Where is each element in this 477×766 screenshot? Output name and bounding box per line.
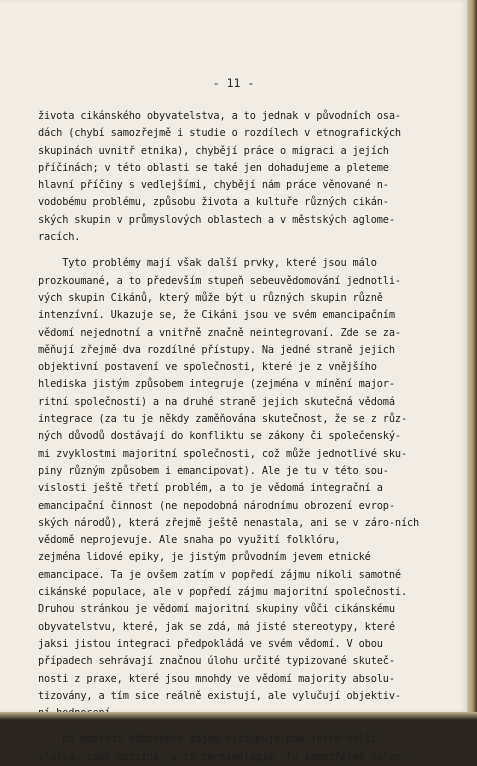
- text-line: prozkoumané, a to především stupeň sebeuvědomování jednotli-: [38, 274, 401, 287]
- text-line: piny různým způsobem i emancipovat). Ale je tu v této sou-: [38, 464, 389, 477]
- page-edge-right: [467, 0, 477, 720]
- paragraph-gap: [38, 246, 453, 255]
- text-line: hlediska jistým způsobem integruje (zejména v mínění major-: [38, 378, 395, 391]
- text-line: obyvatelstvu, které, jak se zdá, má jisté stereotypy, které: [38, 620, 395, 633]
- text-line: měňují zřejmě dva rozdílné přístupy. Na jedné straně jejich: [38, 343, 395, 356]
- paragraph: [38, 255, 453, 722]
- text-line: vědomě neprojevuje. Ale snaha po využití folklóru,: [38, 534, 341, 547]
- text-line: tizovány, a tím sice reálně existují, ale vylučují objektiv-: [38, 689, 401, 702]
- text-line: vislosti ještě třetí problém, a to je vědomá integrační a: [38, 482, 383, 495]
- text-line: intenzívní. Ukazuje se, že Cikáni jsou ve svém emancipačním: [38, 309, 395, 322]
- text-line: emancipační činnost (ne nepodobná národnímu obrození evrop-: [38, 499, 395, 512]
- text-line: zejména lidové epiky, je jistým průvodním jevem etnické: [38, 551, 371, 564]
- text-line: vodobému problému, způsobu života a kultuře různých cikán-: [38, 196, 389, 209]
- text-line: jaksi jistou integraci předpokládá ve svém vědomí. V obou: [38, 637, 383, 650]
- text-line: racích.: [38, 231, 81, 244]
- text-line: dách (chybí samozřejmě i studie o rozdílech v etnografických: [38, 127, 401, 140]
- text-line: Tyto problémy mají však další prvky, které jsou málo: [38, 257, 377, 270]
- text-line: nosti z praxe, které jsou mnohdy ve vědomí majority absolu-: [38, 672, 395, 685]
- text-line: integrace (za tu je někdy zaměňována skutečnost, že se z růz-: [38, 413, 408, 426]
- page-number: - 11 -: [212, 76, 255, 90]
- text-line: emancipace. Ta je ovšem zatím v popředí zájmu nikoli samotné: [38, 568, 401, 581]
- body-text: [38, 108, 453, 766]
- text-line: vých skupin Cikánů, který může být u různých skupin různě: [38, 291, 383, 304]
- text-line: Do popředí odborného zájmu vystupuje pak ještě další: [38, 733, 377, 746]
- text-line: hlavní příčiny s vedlejšími, chybějí nám práce věnované n-: [38, 179, 389, 192]
- text-line: vědomí nejednotní a vnitřně značně neintegrovaní. Zde se za-: [38, 326, 401, 339]
- paragraph: [38, 108, 453, 246]
- page-edge-bottom: [0, 712, 477, 720]
- text-line: ských skupin v průmyslových oblastech a v městských aglome-: [38, 213, 395, 226]
- text-line: ských národů), která zřejmě ještě nenastala, ani se v záro-ních: [38, 516, 420, 529]
- text-line: ných důvodů dostávají do konfliktu se zákony či společenský-: [38, 430, 401, 443]
- text-line: skupinách uvnitř etnika), chybějí práce o migraci a jejích: [38, 144, 389, 157]
- text-line: příčinách; v této oblasti se také jen dohadujeme a pleteme: [38, 161, 389, 174]
- text-line: mi zvyklostmi majoritní společnosti, což může jednotlivé sku-: [38, 447, 408, 460]
- text-line: života cikánského obyvatelstva, a to jednak v původních osa-: [38, 110, 401, 122]
- text-line: složka, také obtížná, a to terminologie. Tu samozřejmě nelze: [38, 750, 401, 763]
- text-line: objektivní postavení ve společnosti, které je z vnějšího: [38, 361, 377, 374]
- text-line: Druhou stránkou je vědomí majoritní skupiny vůči cikánskému: [38, 603, 395, 616]
- text-line: ritní společnosti) a na druhé straně jejich skutečná vědomá: [38, 395, 395, 408]
- text-line: případech sehrávají značnou úlohu určité typizované skuteč-: [38, 655, 395, 668]
- paragraph: [38, 731, 453, 766]
- paragraph-gap: [38, 722, 453, 731]
- text-line: cikánské populace, ale v popředí zájmu majoritní společnosti.: [38, 586, 408, 599]
